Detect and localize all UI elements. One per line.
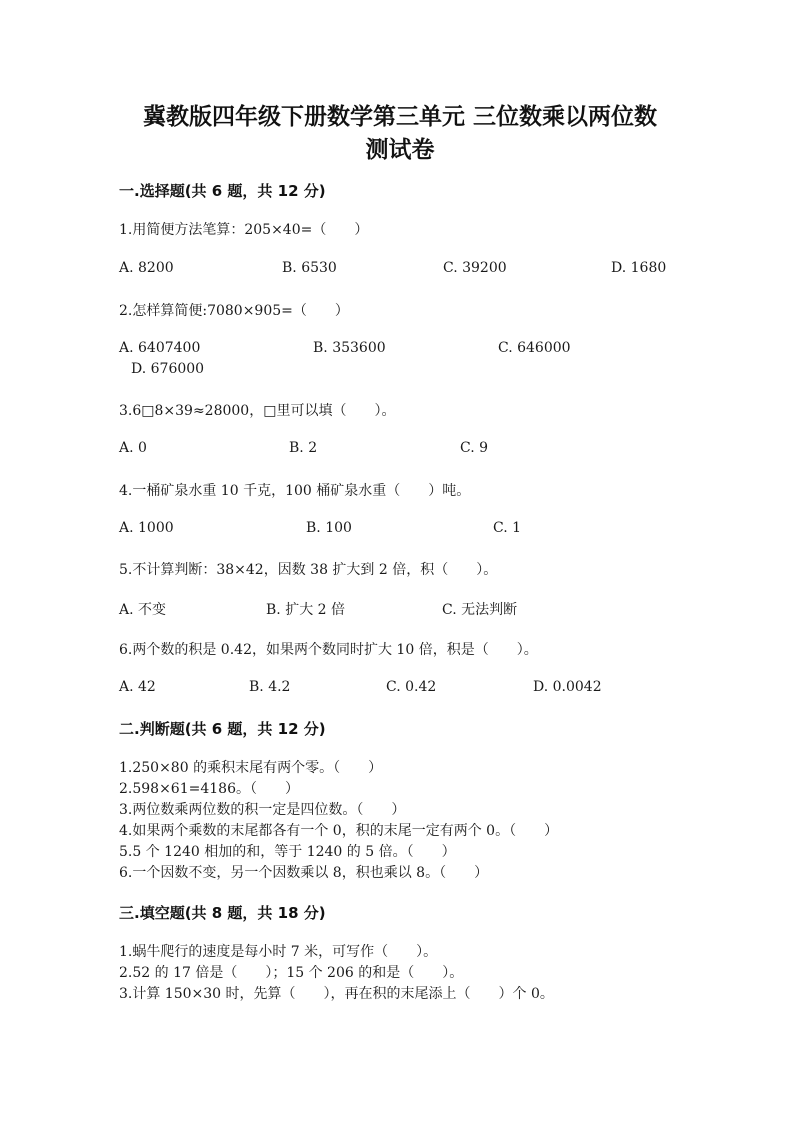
option-choice-4-a: A. 1000 [119, 520, 174, 536]
question-judge-6: 6.一个因数不变，另一个因数乘以 8，积也乘以 8。（ ） [119, 865, 489, 881]
option-choice-2-a: A. 6407400 [119, 340, 201, 356]
question-fill-3: 3.计算 150×30 时，先算（ ），再在积的末尾添上（ ）个 0。 [119, 986, 554, 1002]
question-fill-2: 2.52 的 17 倍是（ ）；15 个 206 的和是（ ）。 [119, 965, 464, 981]
question-judge-5: 5.5 个 1240 相加的和，等于 1240 的 5 倍。（ ） [119, 844, 456, 860]
question-judge-3: 3.两位数乘两位数的积一定是四位数。（ ） [119, 802, 406, 818]
option-choice-3-c: C. 9 [460, 440, 489, 456]
option-choice-2-c: C. 646000 [498, 340, 571, 356]
option-choice-6-a: A. 42 [119, 679, 156, 695]
option-choice-1-b: B. 6530 [282, 260, 337, 276]
option-choice-2-b: B. 353600 [313, 340, 386, 356]
question-choice-2: 2.怎样算简便:7080×905=（ ） [119, 303, 349, 319]
section-heading-judge: 二.判断题(共 6 题，共 12 分) [119, 720, 326, 738]
question-judge-2: 2.598×61=4186。（ ） [119, 781, 299, 797]
question-choice-5: 5.不计算判断：38×42，因数 38 扩大到 2 倍，积（ ）。 [119, 562, 498, 578]
option-choice-5-a: A. 不变 [119, 602, 167, 618]
page-subtitle: 测试卷 [365, 137, 435, 163]
option-choice-2-d: D. 676000 [131, 361, 205, 377]
page-title: 冀教版四年级下册数学第三单元 三位数乘以两位数 [142, 104, 657, 130]
option-choice-4-b: B. 100 [306, 520, 352, 536]
option-choice-4-c: C. 1 [493, 520, 522, 536]
option-choice-5-b: B. 扩大 2 倍 [266, 602, 345, 618]
question-choice-6: 6.两个数的积是 0.42，如果两个数同时扩大 10 倍，积是（ ）。 [119, 642, 538, 658]
option-choice-6-d: D. 0.0042 [533, 679, 602, 695]
option-choice-1-a: A. 8200 [119, 260, 174, 276]
option-choice-6-b: B. 4.2 [249, 679, 291, 695]
section-heading-fill: 三.填空题(共 8 题，共 18 分) [119, 904, 326, 922]
question-judge-4: 4.如果两个乘数的末尾都各有一个 0，积的末尾一定有两个 0。（ ） [119, 823, 559, 839]
question-choice-3: 3.6□8×39≈28000，□里可以填（ ）。 [119, 403, 396, 419]
option-choice-6-c: C. 0.42 [386, 679, 437, 695]
option-choice-5-c: C. 无法判断 [442, 602, 518, 618]
question-choice-4: 4.一桶矿泉水重 10 千克，100 桶矿泉水重（ ）吨。 [119, 483, 471, 499]
option-choice-1-c: C. 39200 [443, 260, 507, 276]
section-heading-choice: 一.选择题(共 6 题，共 12 分) [119, 182, 326, 200]
question-fill-1: 1.蜗牛爬行的速度是每小时 7 米，可写作（ ）。 [119, 944, 438, 960]
option-choice-3-a: A. 0 [119, 440, 147, 456]
question-choice-1: 1.用简便方法笔算：205×40=（ ） [119, 222, 369, 238]
option-choice-3-b: B. 2 [289, 440, 318, 456]
option-choice-1-d: D. 1680 [611, 260, 667, 276]
question-judge-1: 1.250×80 的乘积末尾有两个零。（ ） [119, 760, 383, 776]
